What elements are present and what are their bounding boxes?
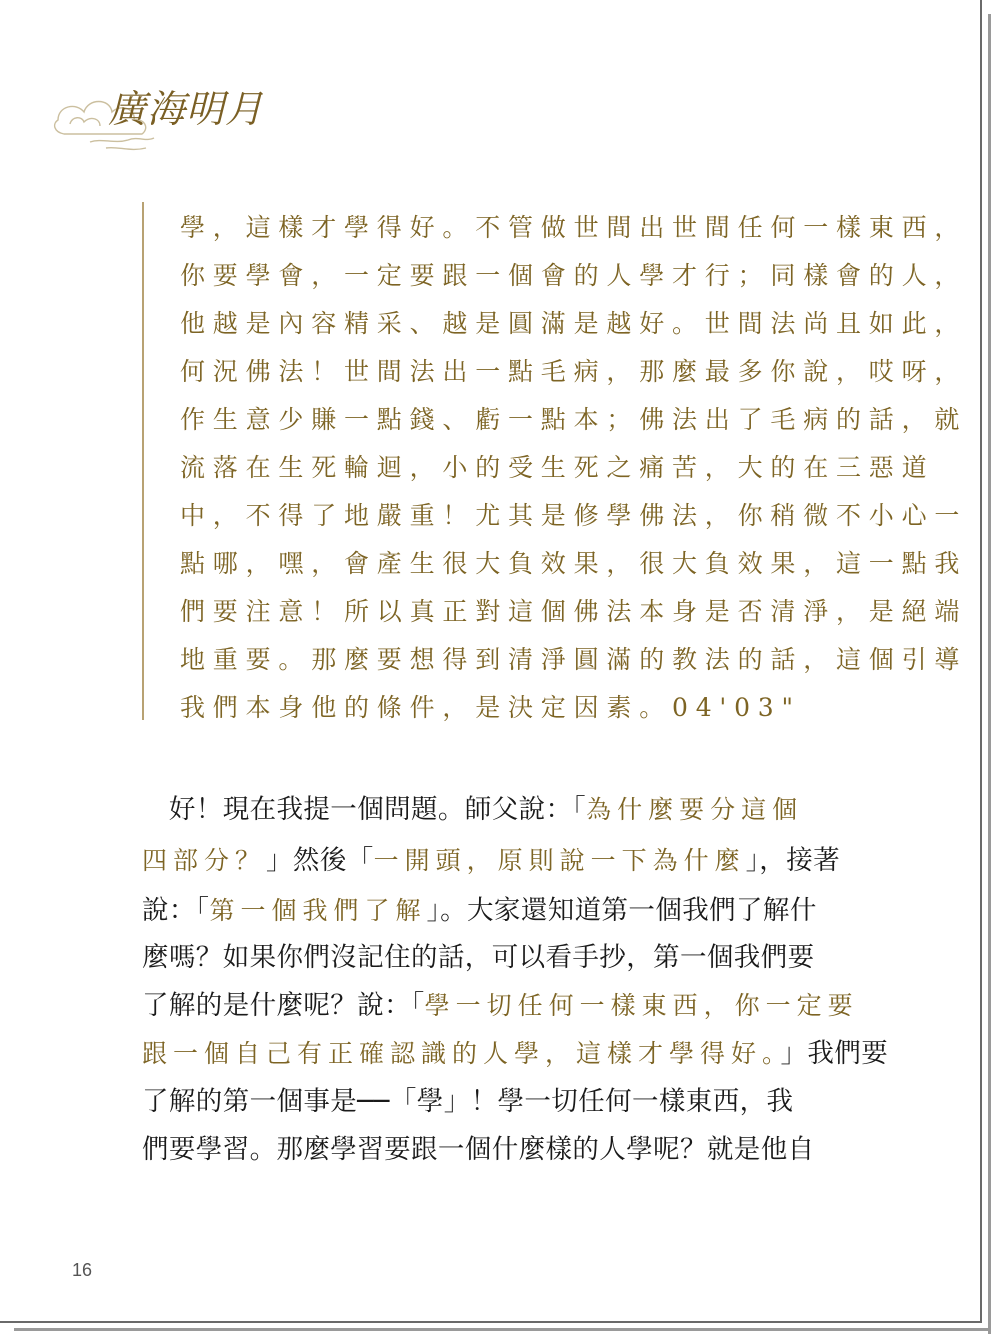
cited-text: 一開頭，原則說一下為什麼	[373, 846, 746, 875]
quote-line: 你要學會，一定要跟一個會的人學才行；同樣會的人，	[180, 261, 968, 290]
quote-line: 何況佛法！世間法出一點毛病，那麼最多你說，哎呀，	[180, 357, 968, 386]
body-line	[142, 983, 859, 1022]
page-number: 16	[72, 1260, 93, 1280]
body-text: 」然後「	[266, 845, 374, 876]
cited-text: 四部分？	[142, 846, 267, 875]
body-line	[142, 888, 817, 927]
cited-text: 為什麼要分這個	[586, 795, 804, 824]
page-edge-bottom	[14, 1328, 991, 1331]
body-line	[142, 787, 803, 826]
body-text: 」我們要	[780, 1038, 889, 1069]
quote-line: 我們本身他的條件，是決定因素。04'03"	[180, 693, 801, 722]
cited-text: 第一個我們了解	[209, 896, 427, 925]
quote-line: 中，不得了地嚴重！尤其是修學佛法，你稍微不小心一	[180, 501, 968, 530]
body-line: 了解的第一個事是──「學」！學一切任何一樣東西，我	[142, 1086, 794, 1117]
quote-block	[142, 202, 968, 722]
cited-text: 跟一個自己有正確認識的人學，這樣才學得好。	[142, 1039, 781, 1068]
body-line	[142, 1031, 888, 1070]
cited-text: 學一切任何一樣東西，你一定要	[424, 991, 859, 1020]
body-line: 們要學習。那麼學習要跟一個什麼樣的人學呢？就是他自	[142, 1134, 815, 1165]
page-edge-right	[988, 14, 991, 1334]
quote-line: 點哪，嘿，會產生很大負效果，很大負效果，這一點我	[180, 549, 968, 578]
body-text: 好！現在我提一個問題。師父說：「	[142, 794, 587, 825]
body-line	[142, 838, 840, 877]
quote-line: 地重要。那麼要想得到清淨圓滿的教法的話，這個引導	[180, 645, 968, 674]
body-text: 了解的是什麼呢？說：「	[142, 990, 425, 1021]
quote-line: 流落在生死輪迴，小的受生死之痛苦，大的在三惡道	[180, 453, 935, 482]
body-text: 」。大家還知道第一個我們了解什	[426, 895, 817, 926]
body-line: 麼嗎？如果你們沒記住的話，可以看手抄，第一個我們要	[142, 942, 815, 973]
quote-line: 作生意少賺一點錢、虧一點本；佛法出了毛病的話，就	[180, 405, 968, 434]
body-text: 說：「	[142, 895, 210, 926]
book-logo: 廣海明月	[108, 87, 265, 131]
quote-line: 們要注意！所以真正對這個佛法本身是否清淨，是絕端	[180, 597, 968, 626]
quote-line: 他越是內容精采、越是圓滿是越好。世間法尚且如此，	[180, 309, 968, 338]
body-text: 」，接著	[745, 845, 840, 876]
quote-line: 學，這樣才學得好。不管做世間出世間任何一樣東西，	[180, 213, 968, 242]
